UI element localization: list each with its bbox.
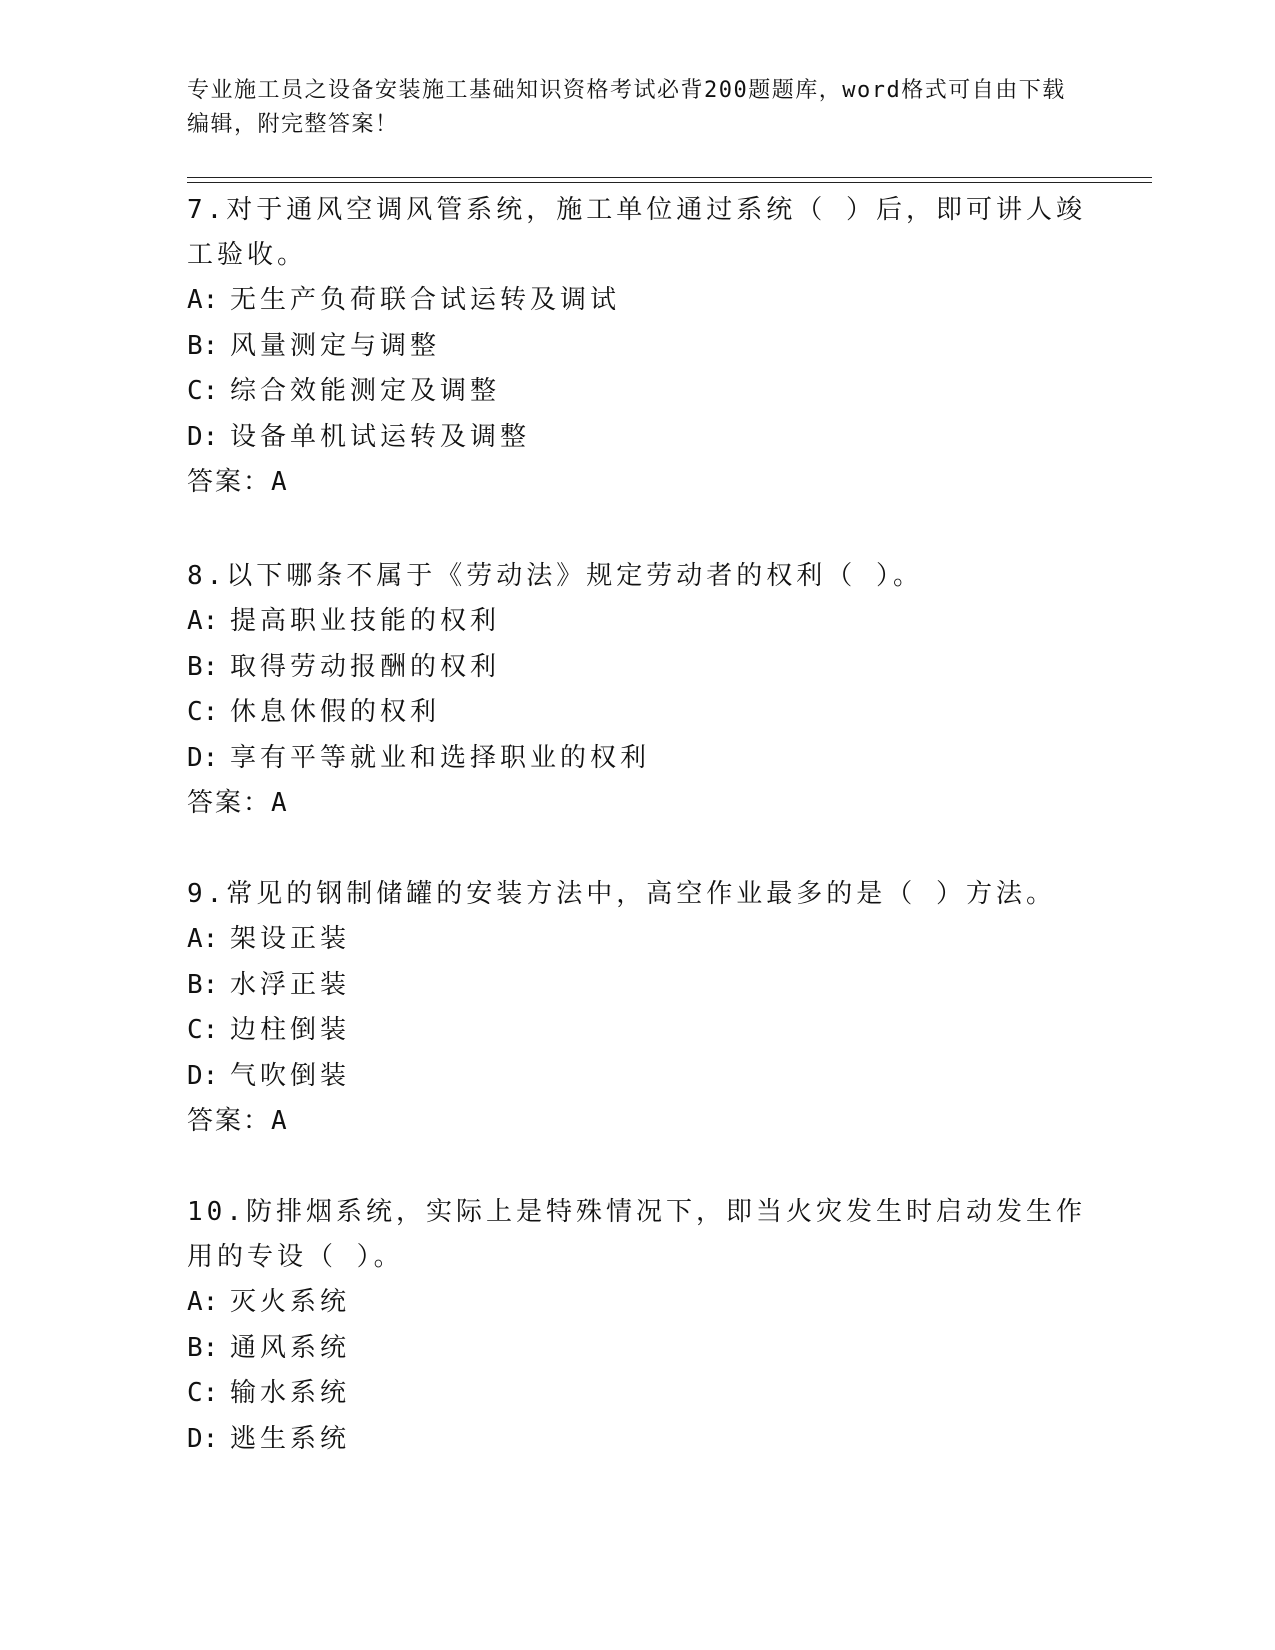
option-text: 提高职业技能的权利 xyxy=(230,606,501,636)
option-a xyxy=(187,917,1087,963)
option-letter: A: xyxy=(187,1287,219,1317)
option-d xyxy=(187,1417,1087,1463)
option-c xyxy=(187,369,1087,415)
option-letter: C: xyxy=(187,1378,219,1408)
option-b xyxy=(187,1326,1087,1372)
option-c xyxy=(187,1371,1087,1417)
document-header: 专业施工员之设备安装施工基础知识资格考试必背200题题库，word格式可自由下载编辑，附完整答案！ xyxy=(187,78,1066,137)
question-stem: 8.以下哪条不属于《劳动法》规定劳动者的权利（ ）。 xyxy=(187,561,923,591)
option-letter: D: xyxy=(187,1060,219,1091)
option-letter: A: xyxy=(187,606,219,636)
option-letter: B: xyxy=(187,330,219,361)
answer-line xyxy=(187,1099,1087,1144)
option-b xyxy=(187,963,1087,1009)
question-8 xyxy=(187,554,1087,826)
option-text: 通风系统 xyxy=(230,1332,351,1363)
answer-line xyxy=(187,781,1087,826)
question-stem: 9.常见的钢制储罐的安装方法中，高空作业最多的是（ ）方法。 xyxy=(187,879,1056,909)
option-letter: D: xyxy=(187,742,219,773)
answer-label: 答案： xyxy=(187,1106,272,1136)
option-d xyxy=(187,415,1087,461)
answer-value: A xyxy=(271,788,289,818)
option-d xyxy=(187,1054,1087,1100)
option-c xyxy=(187,1008,1087,1054)
option-letter: B: xyxy=(187,1332,219,1363)
option-text: 边柱倒装 xyxy=(230,1015,351,1045)
option-a xyxy=(187,1280,1087,1326)
option-letter: C: xyxy=(187,376,219,406)
question-stem: 10.防排烟系统，实际上是特殊情况下，即当火灾发生时启动发生作用的专设（ ）。 xyxy=(187,1197,1086,1272)
option-text: 气吹倒装 xyxy=(230,1060,351,1091)
option-text: 输水系统 xyxy=(230,1378,351,1408)
option-b xyxy=(187,645,1087,691)
option-letter: B: xyxy=(187,651,219,682)
option-letter: B: xyxy=(187,969,219,1000)
option-text: 休息休假的权利 xyxy=(230,697,441,727)
option-letter: A: xyxy=(187,285,219,315)
option-c xyxy=(187,690,1087,736)
question-stem: 7.对于通风空调风管系统，施工单位通过系统（ ）后，即可讲人竣工验收。 xyxy=(187,195,1086,270)
option-text: 综合效能测定及调整 xyxy=(230,376,501,406)
option-a xyxy=(187,278,1087,324)
answer-value: A xyxy=(271,1106,289,1136)
option-text: 灭火系统 xyxy=(230,1287,351,1317)
question-7 xyxy=(187,188,1087,505)
header-divider-bottom xyxy=(187,182,1152,183)
option-text: 享有平等就业和选择职业的权利 xyxy=(230,742,651,773)
answer-label: 答案： xyxy=(187,788,272,818)
option-text: 设备单机试运转及调整 xyxy=(230,421,531,452)
option-a xyxy=(187,599,1087,645)
answer-value: A xyxy=(271,467,289,497)
option-letter: C: xyxy=(187,697,219,727)
option-text: 风量测定与调整 xyxy=(230,330,441,361)
answer-label: 答案： xyxy=(187,467,272,497)
option-letter: D: xyxy=(187,421,219,452)
header-divider-top xyxy=(187,177,1152,178)
option-text: 架设正装 xyxy=(230,924,351,954)
question-9 xyxy=(187,872,1087,1144)
option-d xyxy=(187,736,1087,782)
answer-line xyxy=(187,460,1087,505)
option-letter: A: xyxy=(187,924,219,954)
option-letter: C: xyxy=(187,1015,219,1045)
option-text: 无生产负荷联合试运转及调试 xyxy=(230,285,621,315)
question-10 xyxy=(187,1190,1087,1462)
option-text: 逃生系统 xyxy=(230,1423,351,1454)
option-text: 水浮正装 xyxy=(230,969,351,1000)
option-text: 取得劳动报酬的权利 xyxy=(230,651,501,682)
option-letter: D: xyxy=(187,1423,219,1454)
option-b xyxy=(187,324,1087,370)
